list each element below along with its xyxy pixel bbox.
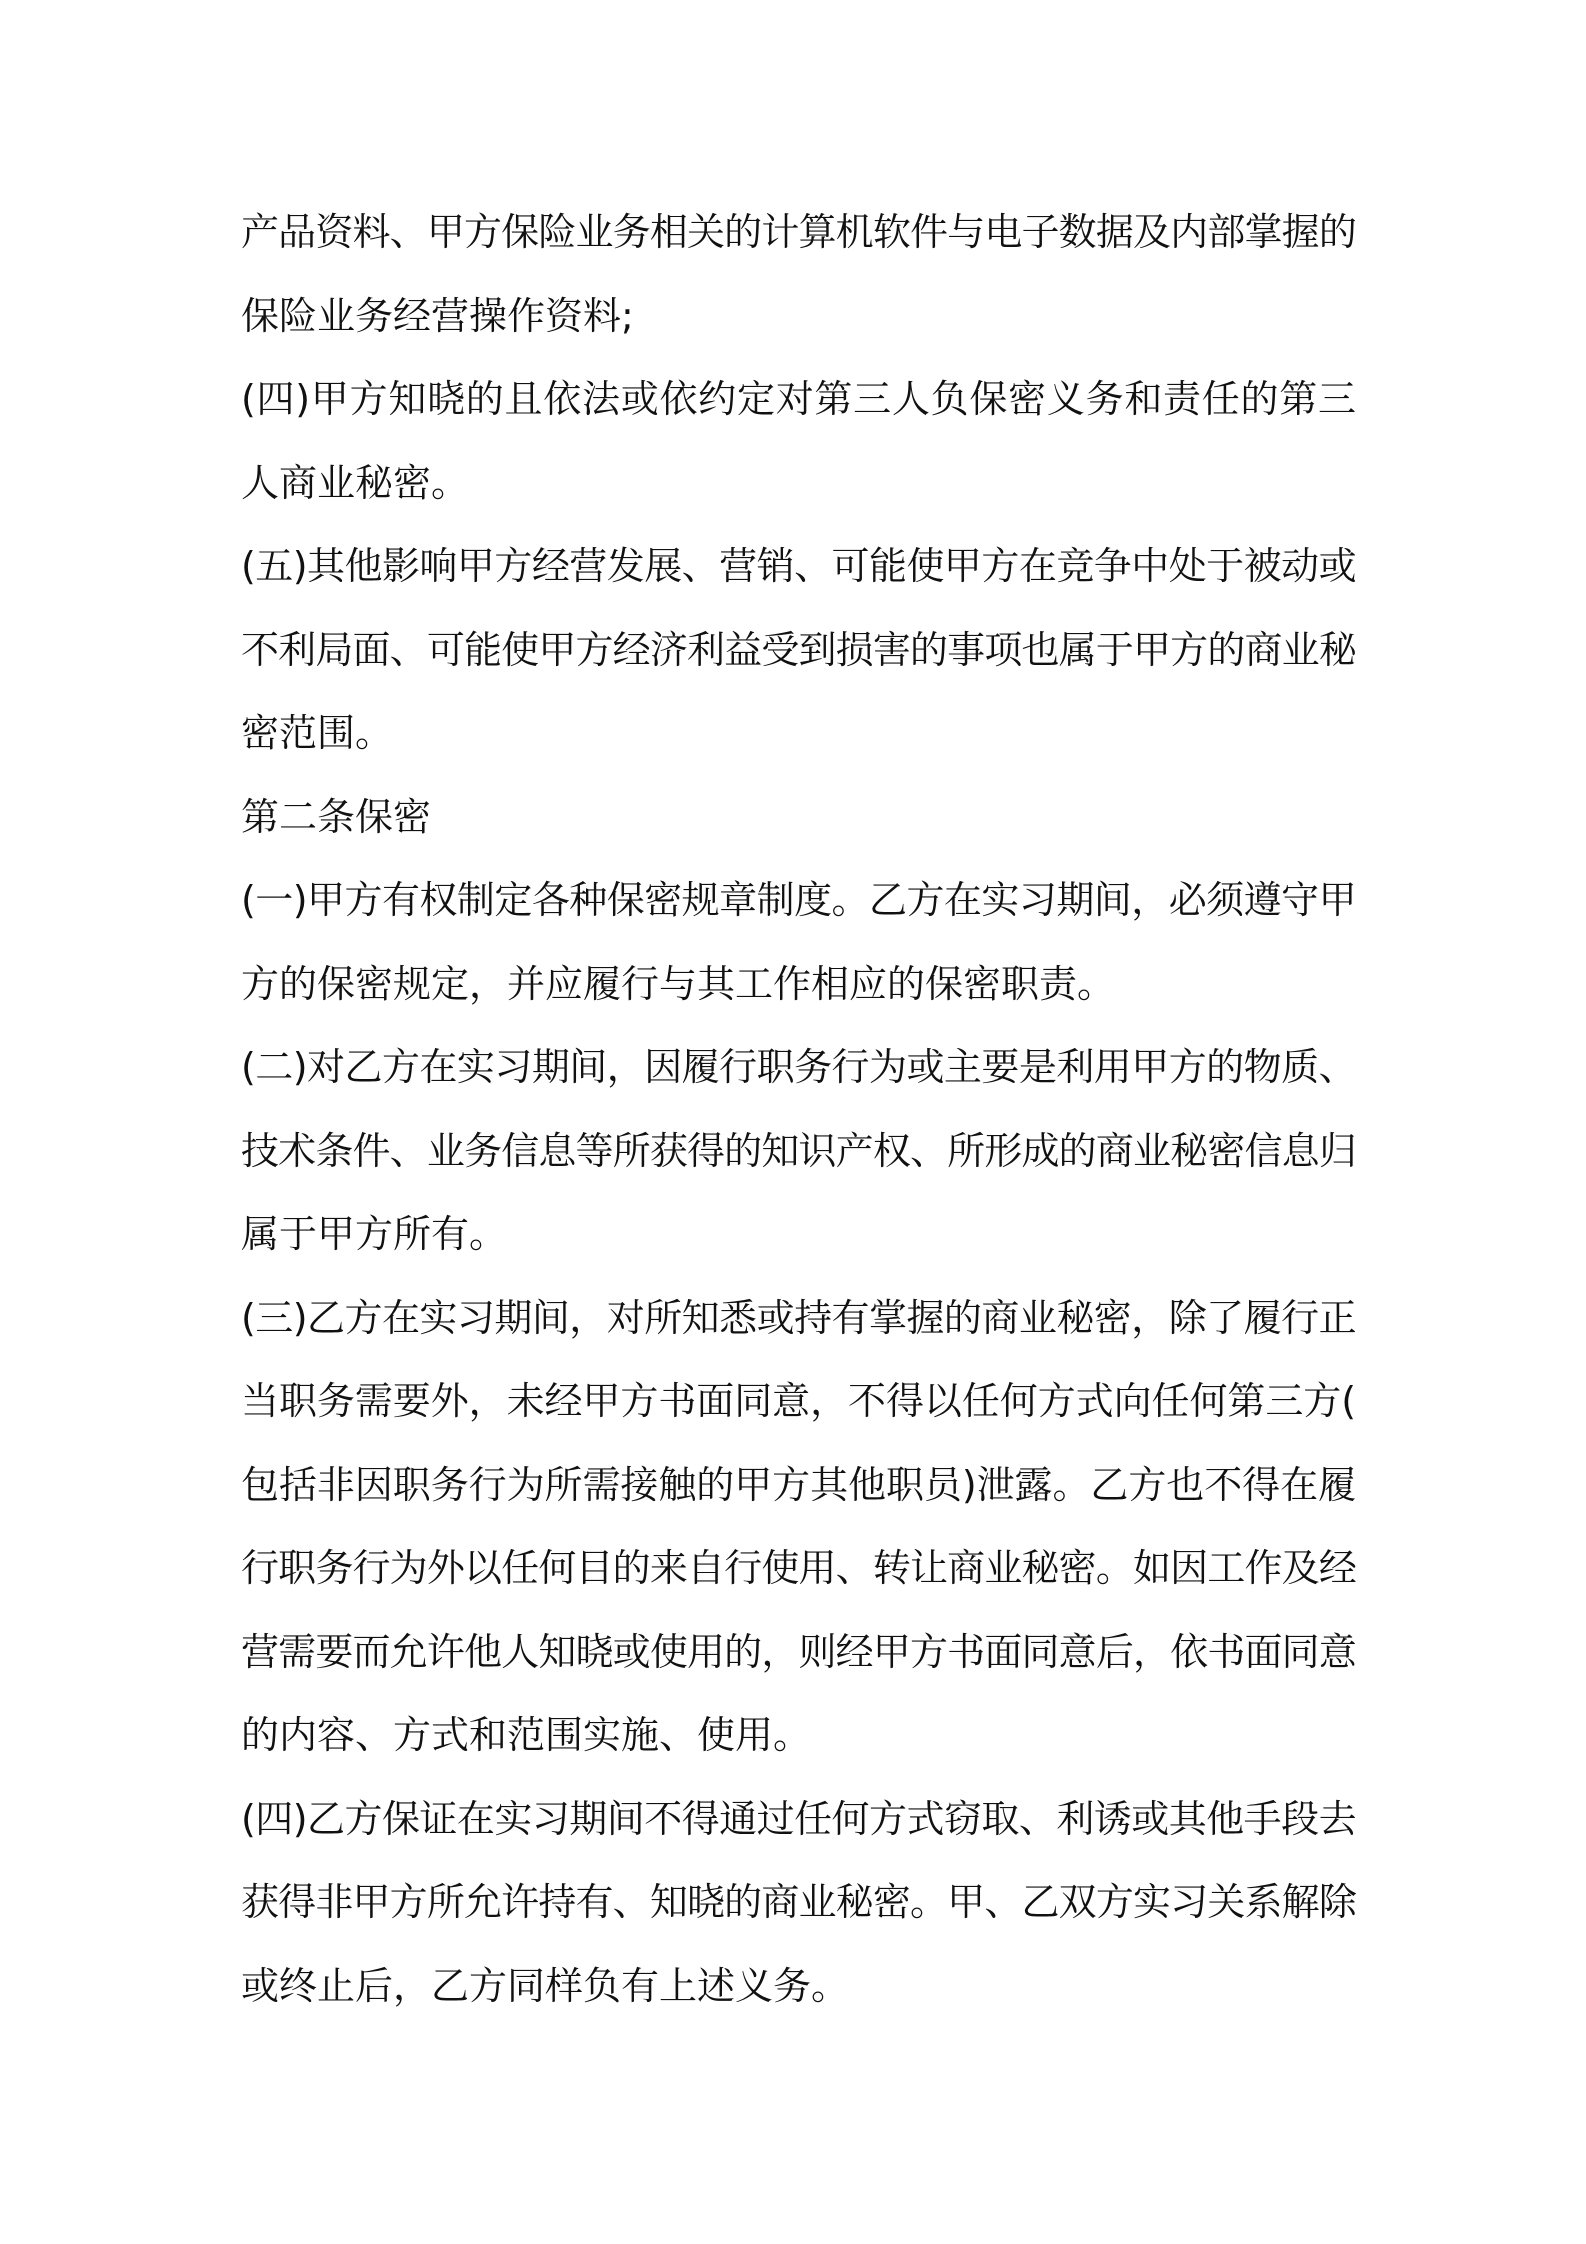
text-line: 人商业秘密。 — [241, 460, 470, 505]
text-line: 保险业务经营操作资料; — [241, 293, 634, 338]
text-line: 行职务行为外以任何目的来自行使用、转让商业秘密。如因工作及经 — [241, 1546, 1356, 1590]
text-line: (一)甲方有权制定各种保密规章制度。乙方在实习期间，必须遵守甲 — [241, 878, 1356, 922]
text-line: (四)乙方保证在实习期间不得通过任何方式窃取、利诱或其他手段去 — [241, 1796, 1356, 1841]
text-line: 包括非因职务行为所需接触的甲方其他职员)泄露。乙方也不得在履 — [241, 1462, 1356, 1507]
text-line: 密范围。 — [241, 711, 394, 755]
text-line: 方的保密规定，并应履行与其工作相应的保密职责。 — [241, 961, 1116, 1006]
text-line: (二)对乙方在实习期间，因履行职务行为或主要是利用甲方的物质、 — [241, 1045, 1356, 1089]
text-line: (三)乙方在实习期间，对所知悉或持有掌握的商业秘密，除了履行正 — [241, 1295, 1356, 1340]
text-line: (四)甲方知晓的且依法或依约定对第三人负保密义务和责任的第三 — [241, 377, 1356, 421]
text-line: 当职务需要外，未经甲方书面同意，不得以任何方式向任何第三方( — [241, 1379, 1356, 1423]
text-line: 产品资料、甲方保险业务相关的计算机软件与电子数据及内部掌握的 — [241, 210, 1356, 254]
text-line: 营需要而允许他人知晓或使用的，则经甲方书面同意后，依书面同意 — [241, 1629, 1356, 1674]
text-line: 获得非甲方所允许持有、知晓的商业秘密。甲、乙双方实习关系解除 — [241, 1880, 1356, 1924]
text-line: 技术条件、业务信息等所获得的知识产权、所形成的商业秘密信息归 — [241, 1128, 1356, 1173]
text-line: (五)其他影响甲方经营发展、营销、可能使甲方在竞争中处于被动或 — [241, 544, 1356, 588]
text-line: 或终止后，乙方同样负有上述义务。 — [241, 1963, 850, 2008]
text-line: 不利局面、可能使甲方经济利益受到损害的事项也属于甲方的商业秘 — [241, 627, 1356, 672]
text-line: 属于甲方所有。 — [241, 1212, 508, 1256]
text-line: 的内容、方式和范围实施、使用。 — [241, 1713, 812, 1757]
text-line: 第二条保密 — [241, 794, 432, 839]
document-body — [241, 191, 1356, 2028]
